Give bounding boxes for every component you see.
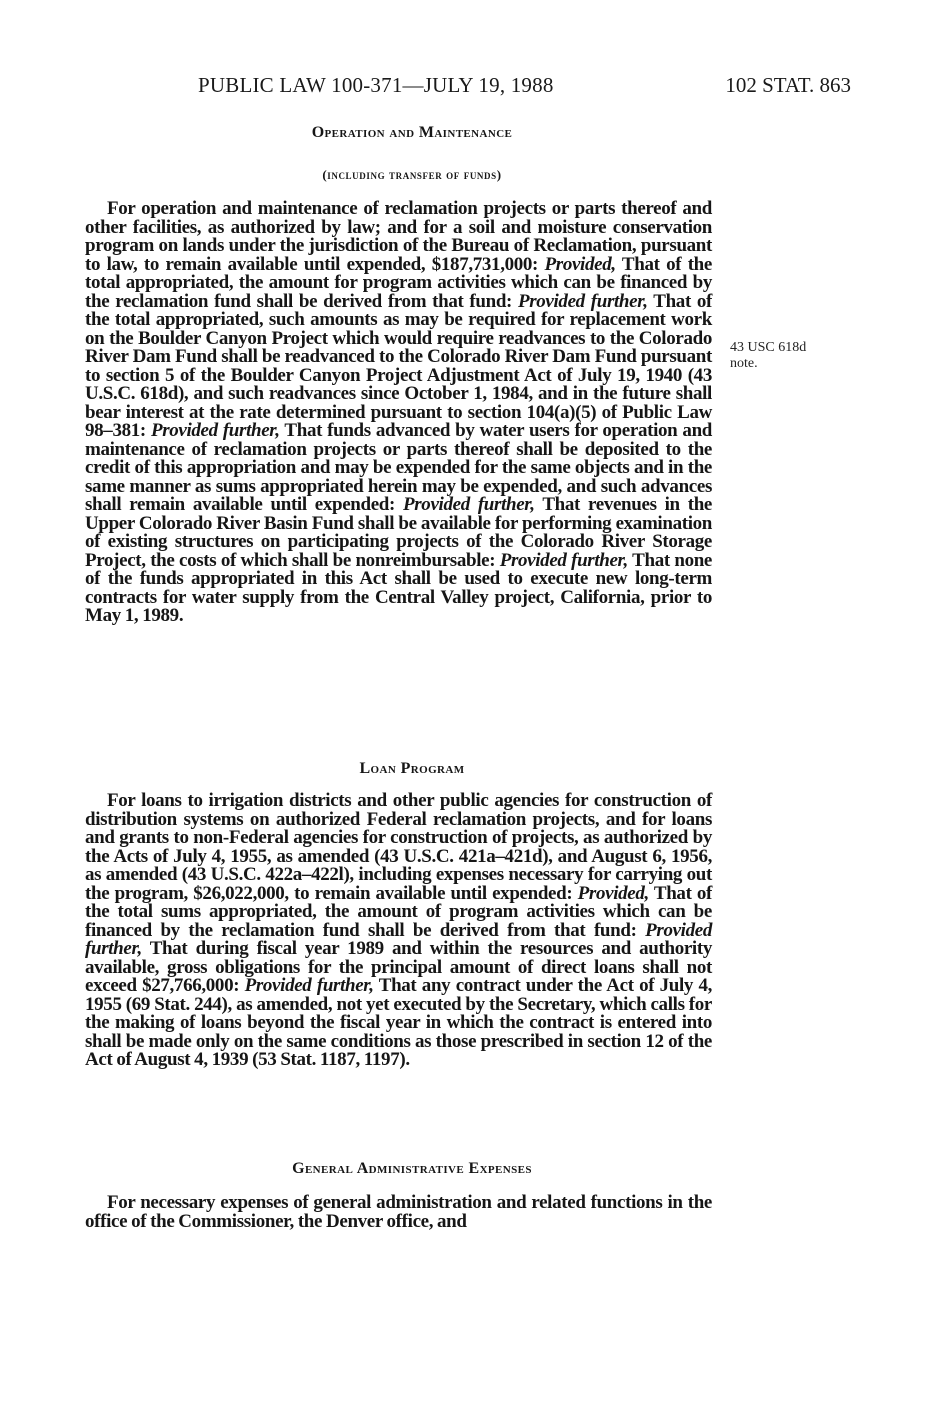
section-subheading-transfer: (including transfer of funds) [322,167,502,182]
section-heading-loan-program: Loan Program [359,760,465,777]
section-heading-general-admin: General Administrative Expenses [292,1160,532,1177]
law-title: PUBLIC LAW 100-371—JULY 19, 1988 [198,73,554,97]
paragraph-general-admin: For necessary expenses of general administration and related functions in the office of the Commissioner, the Denver office, and [85,1192,712,1232]
margin-note-line: note. [730,356,758,371]
margin-note-line: 43 USC 618d [730,340,807,355]
paragraph-loan-program: For loans to irrigation districts and other public agencies for construction of distribution systems on authorized Federal reclamation projects, and for loans and grants to non-Federal agencies for construction of projects, as authorized by the Acts of July 4, 1955, as amended (43 U.S.C. 421a–421d), and August 6, 1956, as amended (43 U.S.C. 422a–422l), including expenses necessary for carrying out the program, $26,022,000, to remain available until expended: Provided, That of the total sums appropriated, the amount of program activities which can be financed by the reclamation fund shall be derived from that fund: Provided further, That during fiscal year 1989 and within the resources and authority available, gross obligations for the principal amount of direct loans shall not exceed $27,766,000: Provided further, That any contract under the Act of July 4, 1955 (69 Stat. 244), as amended, not yet executed by the Secretary, which calls for the making of loans beyond the fiscal year in which the contract is entered into shall be made only on the same conditions as those prescribed in section 12 of the Act of August 4, 1939 (53 Stat. 1187, 1197). [85,790,712,1070]
paragraph-operation-maintenance: For operation and maintenance of reclamation projects or parts thereof and other facilities, as authorized by law; and for a soil and moisture conservation program on lands under the jurisdiction of the Bureau of Reclamation, pursuant to law, to remain available until expended, $187,731,000: Provided, That of the total appropriated, the amount for program activities which can be financed by the reclamation fund shall be derived from that fund: Provided further, That of the total appropriated, such amounts as may be required for replacement work on the Boulder Canyon Project which would require readvances to the Colorado River Dam Fund shall be readvanced to the Colorado River Dam Fund pursuant to section 5 of the Boulder Canyon Project Adjustment Act of July 19, 1940 (43 U.S.C. 618d), and such readvances since October 1, 1984, and in the future shall bear interest at the rate determined pursuant to section 104(a)(5) of Public Law 98–381: Provided further, That funds advanced by water users for operation and maintenance of reclamation projects or parts thereof shall be deposited to the credit of this appropriation and may be expended for the same objects and in the same manner as sums appropriated herein may be expended, and such advances shall remain available until expended: Provided further, That revenues in the Upper Colorado River Basin Fund shall be available for performing examination of existing structures on participating projects of the Colorado River Storage Project, the costs of which shall be nonreimbursable: Provided further, That none of the funds appropriated in this Act shall be used to execute new long-term contracts for water supply from the Central Valley project, California, prior to May 1, 1989. [85,198,713,626]
page-reference: 102 STAT. 863 [725,73,851,97]
margin-citation-note [730,340,850,372]
section-heading-operation-maintenance: Operation and Maintenance [311,124,513,141]
